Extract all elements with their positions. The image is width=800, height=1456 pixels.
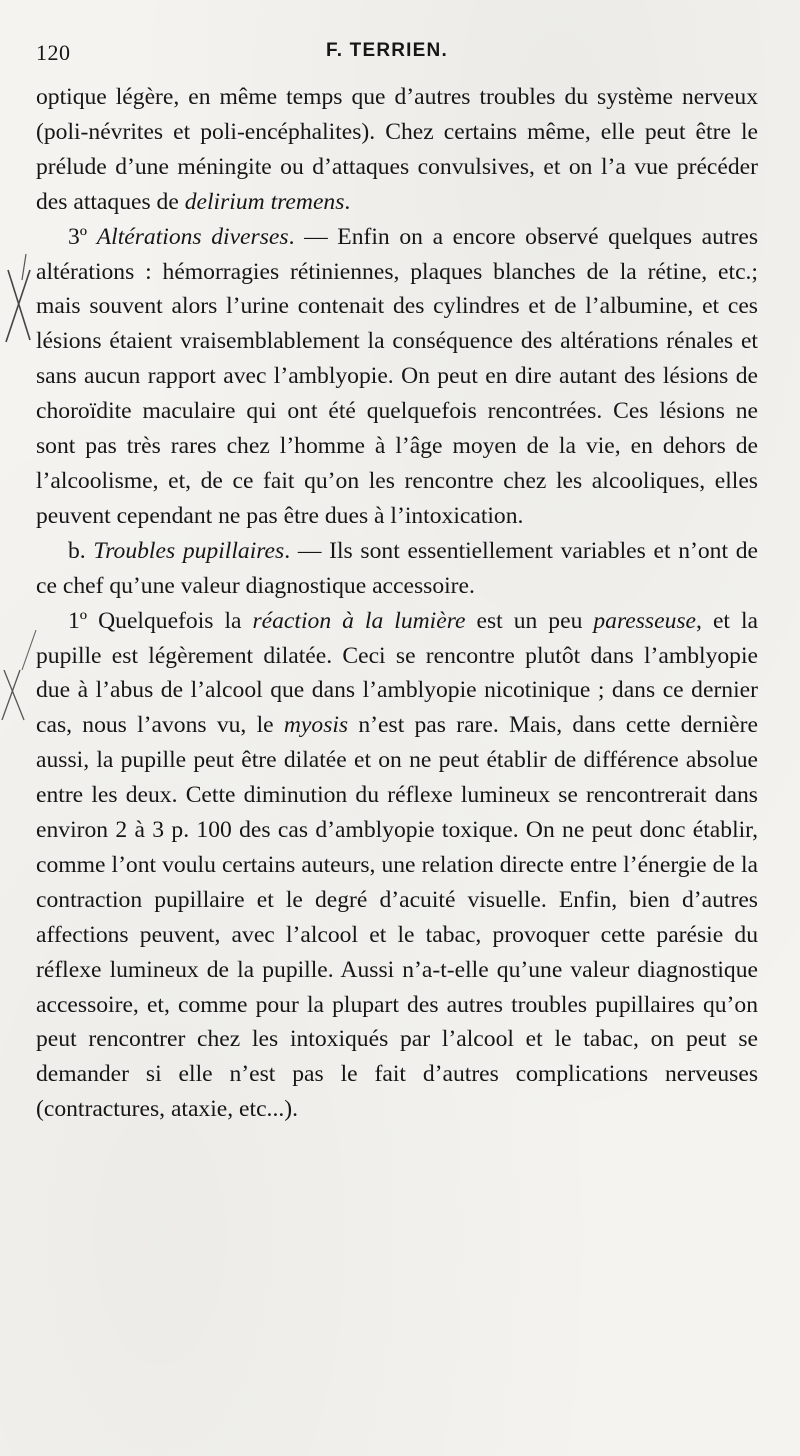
page-number: 120 [36,40,71,65]
text-run: , et la pupille est légèrement dilatée. Ceci se rencontre plutôt dans l’amblyopie due à l’abus de l’alcool que dans l’amblyopie nicotinique ; dans ce dernier cas, nous l’avons vu, le [36,607,759,739]
text-run: n’est pas rare. Mais, dans cette dernière aussi, la pupille peut être dilatée et on ne peut établir de différence absolue entre les deux. Cette diminution du réflexe lumineux se rencontrerait dans environ 2 à 3 p. 100 des cas d’amblyopie toxique. On ne peut donc établir, comme l’ont voulu certains auteurs, une relation directe entre l’énergie de la contraction pupillaire et le degré d’acuité visuelle. Enfin, bien d’autres affections peuvent, avec l’alcool et le tabac, provoquer cette parésie du réflexe lumineux de la pupille. Aussi n’a-t-elle qu’une valeur diagnostique accessoire, et, comme pour la plupart des autres troubles pupillaires qu’on peut rencontrer chez les intoxiqués par l’alcool et le tabac, on peut se demander si elle n’est pas le fait d’autres complications nerveuses (contractures, ataxie, etc...). [36,712,758,1123]
paragraph-3 [36,534,758,604]
text-run: . [344,188,351,215]
text-run: . — Ils sont essentiellement variables et n’ont de ce chef qu’une valeur diagnostique accessoire. [36,537,758,599]
section-number: 3º [68,223,97,250]
text-run: . — Enfin on a encore observé quelques autres altérations : hémorragies rétiniennes, plaques blanches de la rétine, etc.; mais souvent alors l’urine contenait des cylindres et de l’albumine, et ces lésions étaient vraisemblablement la conséquence des altérations rénales et sans aucun rapport avec l’amblyopie. On peut en dire autant des lésions de choroïdite maculaire qui ont été quelquefois rencontrées. Ces lésions ne sont pas très rares chez l’homme à l’âge moyen de la vie, en dehors de l’alcoolisme, et, de ce fait qu’on les rencontre chez les alcooliques, elles peuvent cependant ne pas être dues à l’intoxication. [36,223,759,529]
italic-term: réaction à la lumière [252,607,466,634]
text-run: est un peu [465,607,594,634]
page-header [36,34,764,68]
handwritten-margin-marks [0,250,40,730]
body-text [36,80,758,1127]
section-heading: Altérations diverses [96,223,289,250]
paragraph-2 [36,220,758,534]
paragraph-1 [36,80,758,220]
italic-term: myosis [283,712,349,739]
section-heading: Troubles pupillaires [93,537,285,564]
paragraph-4 [36,604,758,1128]
section-letter: b. [68,537,94,564]
text-run: optique légère, en même temps que d’autres troubles du système nerveux (poli-névrites et poli-encéphalites). Chez certains même, elle peut être le prélude d’une méningite ou d’attaques convulsives, et on l’a vue précéder des attaques de [36,84,758,215]
running-head: F. TERRIEN. [326,40,448,61]
text-run: 1º Quelquefois la [68,607,253,634]
italic-term: delirium tremens [184,188,345,215]
italic-term: paresseuse [593,607,697,634]
